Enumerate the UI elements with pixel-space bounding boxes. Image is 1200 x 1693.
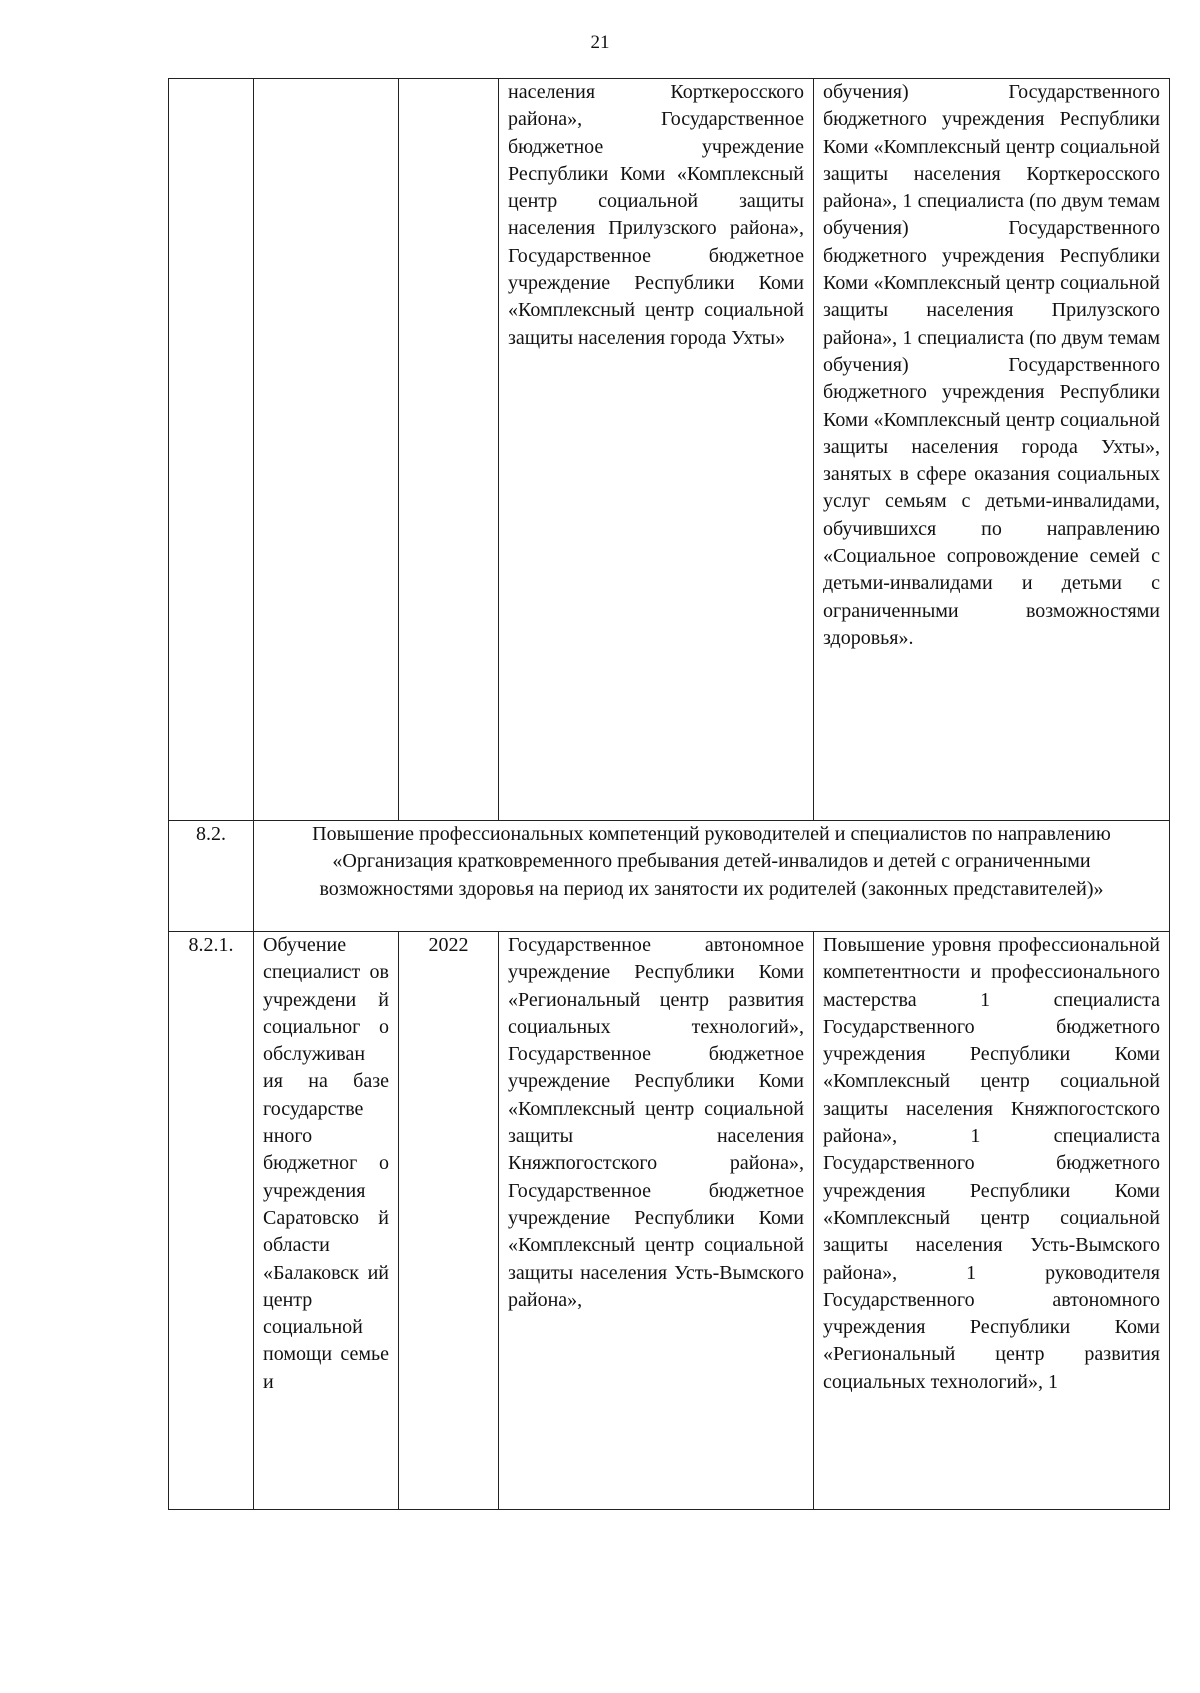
table-row-continued [169,79,1170,821]
page-number: 21 [590,32,610,53]
cell-executors-continued: населения Корткеросского района», Государственное бюджетное учреждение Республики Коми «Комплексный центр социальной защиты населения Прилузского района», Государственное бюджетное учреждение Республики Коми «Комплексный центр социальной защиты населения города Ухты» [499,79,814,821]
cell-event-empty [254,79,399,821]
section-title: Повышение профессиональных компетенций руководителей и специалистов по направлению «Организация кратковременного пребывания детей-инвалидов и детей с ограниченными возможностями здоровья на период их занятости их родителей (законных представителей)» [254,821,1170,932]
cell-number-empty [169,79,254,821]
cell-executors: Государственное автономное учреждение Республики Коми «Региональный центр развития социальных технологий», Государственное бюджетное учреждение Республики Коми «Комплексный центр социальной защиты населения Княжпогостского района», Государственное бюджетное учреждение Республики Коми «Комплексный центр социальной защиты населения Усть-Вымского района», [499,932,814,1510]
plan-table [168,78,1170,1510]
section-number: 8.2. [169,821,254,932]
cell-year-empty [399,79,499,821]
cell-result: Повышение уровня профессиональной компетентности и профессионального мастерства 1 специалиста Государственного бюджетного учреждения Республики Коми «Комплексный центр социальной защиты населения Княжпогостского района», 1 специалиста Государственного бюджетного учреждения Республики Коми «Комплексный центр социальной защиты населения Усть-Вымского района», 1 руководителя Государственного автономного учреждения Республики Коми «Региональный центр развития социальных технологий», 1 [814,932,1170,1510]
section-row-8-2 [169,821,1170,932]
row-number: 8.2.1. [169,932,254,1510]
cell-event: Обучение специалист ов учреждени й социальног о обслуживан ия на базе государстве нного бюджетног о учреждения Саратовско й области «Балаковск ий центр социальной помощи семье и [254,932,399,1510]
table-row-8-2-1 [169,932,1170,1510]
cell-year: 2022 [399,932,499,1510]
cell-result-continued: обучения) Государственного бюджетного учреждения Республики Коми «Комплексный центр социальной защиты населения Корткеросского района», 1 специалиста (по двум темам обучения) Государственного бюджетного учреждения Республики Коми «Комплексный центр социальной защиты населения Прилузского района», 1 специалиста (по двум темам обучения) Государственного бюджетного учреждения Республики Коми «Комплексный центр социальной защиты населения города Ухты», занятых в сфере оказания социальных услуг семьям с детьми-инвалидами, обучившихся по направлению «Социальное сопровождение семей с детьми-инвалидами и детьми с ограниченными возможностями здоровья». [814,79,1170,821]
